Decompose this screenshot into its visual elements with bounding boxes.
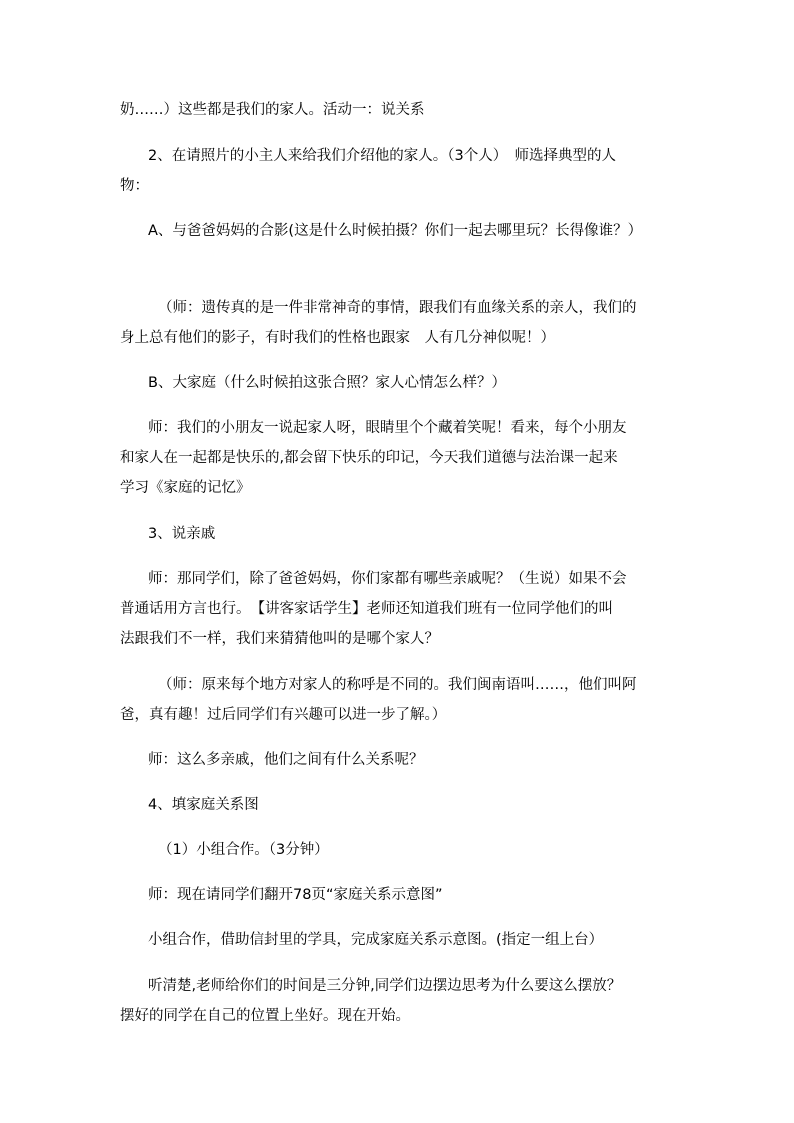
text-line: （师：原来每个地方对家人的称呼是不同的。我们闽南语叫……，他们叫阿	[158, 677, 637, 693]
text-line: B、大家庭（什么时候拍这张合照？家人心情怎么样？）	[148, 375, 506, 391]
text-line: 奶……）这些都是我们的家人。活动一：说关系	[120, 102, 425, 118]
text-line: A、与爸爸妈妈的合影(这是什么时候拍摄？你们一起去哪里玩？长得像谁？）	[148, 223, 643, 239]
text-line: 物：	[120, 178, 149, 194]
text-line: 4、填家庭关系图	[148, 797, 259, 813]
text-line: （师：遗传真的是一件非常神奇的事情，跟我们有血缘关系的亲人，我们的	[158, 300, 637, 316]
text-line: 3、说亲戚	[148, 526, 216, 542]
text-line: 师：现在请同学们翻开78页“家庭关系示意图”	[148, 887, 443, 903]
text-line: 听清楚,老师给你们的时间是三分钟,同学们边摆边思考为什么要这么摆放？	[148, 978, 622, 994]
text-line: 身上总有他们的影子，有时我们的性格也跟家 人有几分神似呢！）	[120, 330, 555, 346]
text-line: 师：我们的小朋友一说起家人呀，眼睛里个个藏着笑呢！看来，每个小朋友	[148, 420, 627, 436]
text-line: 师：这么多亲戚，他们之间有什么关系呢？	[148, 752, 424, 768]
text-line: 2、在请照片的小主人来给我们介绍他的家人。（3个人） 师选择典型的人	[148, 148, 616, 164]
text-line: 摆好的同学在自己的位置上坐好。现在开始。	[120, 1008, 410, 1024]
text-line: 和家人在一起都是快乐的,都会留下快乐的印记，今天我们道德与法治课一起来	[120, 450, 618, 466]
text-line: 学习《家庭的记忆》	[120, 480, 251, 496]
text-line: 普通话用方言也行。 【讲客家话学生】老师还知道我们班有一位同学他们的叫	[120, 601, 613, 617]
text-line: 法跟我们不一样，我们来猜猜他叫的是哪个家人？	[120, 631, 439, 647]
text-line: （1）小组合作。（3分钟）	[158, 842, 329, 858]
text-line: 师：那同学们，除了爸爸妈妈，你们家都有哪些亲戚呢？（生说）如果不会	[148, 571, 627, 587]
text-line: 小组合作，借助信封里的学具，完成家庭关系示意图。(指定一组上台）	[148, 932, 604, 948]
text-line: 爸，真有趣！过后同学们有兴趣可以进一步了解。）	[120, 707, 447, 723]
